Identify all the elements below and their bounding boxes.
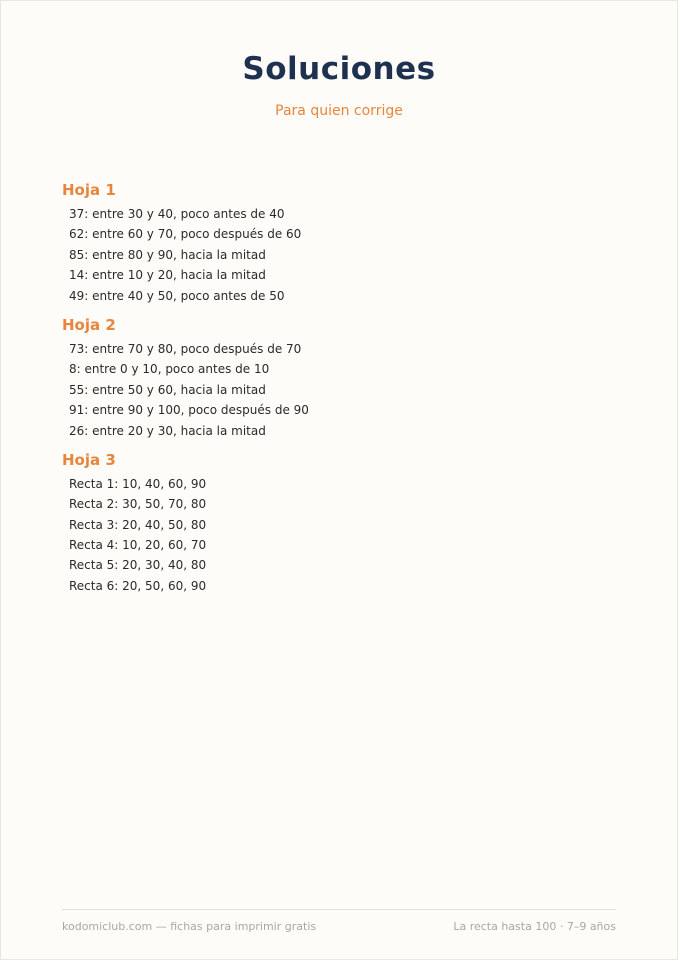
answer-item: 37: entre 30 y 40, poco antes de 40: [69, 207, 285, 221]
answer-item: Recta 5: 20, 30, 40, 80: [69, 558, 207, 573]
footer-site-text: kodomiclub.com — fichas para imprimir gratis: [62, 920, 317, 933]
section-hoja-1: [62, 179, 622, 306]
answer-list: [62, 339, 622, 441]
answer-item: 55: entre 50 y 60, hacia la mitad: [69, 382, 266, 397]
page-title: Soluciones: [242, 51, 436, 87]
section-title: Hoja 3: [62, 450, 116, 469]
section-title: Hoja 1: [62, 181, 116, 199]
answer-item: Recta 2: 30, 50, 70, 80: [69, 497, 207, 512]
answer-item: Recta 1: 10, 40, 60, 90: [69, 476, 207, 491]
answer-item: Recta 4: 10, 20, 60, 70: [69, 538, 207, 553]
answer-list: [62, 204, 622, 306]
answer-item: 85: entre 80 y 90, hacia la mitad: [69, 247, 266, 262]
section-hoja-2: [62, 314, 622, 441]
footer-divider: [62, 909, 616, 910]
answer-item: 91: entre 90 y 100, poco después de 90: [69, 403, 309, 418]
answer-item: 73: entre 70 y 80, poco después de 70: [69, 341, 302, 356]
answer-list: [62, 474, 622, 596]
section-hoja-3: [62, 449, 622, 596]
answer-item: Recta 6: 20, 50, 60, 90: [69, 578, 207, 593]
answer-item: 49: entre 40 y 50, poco antes de 50: [69, 288, 285, 303]
answer-item: Recta 3: 20, 40, 50, 80: [69, 517, 207, 532]
answer-item: 62: entre 60 y 70, poco después de 60: [69, 227, 302, 242]
page-subtitle: Para quien corrige: [275, 103, 403, 119]
answer-item: 14: entre 10 y 20, hacia la mitad: [69, 268, 266, 283]
solutions-list: [62, 179, 622, 604]
answer-item: 8: entre 0 y 10, poco antes de 10: [69, 362, 270, 377]
section-title: Hoja 2: [62, 315, 116, 334]
answer-item: 26: entre 20 y 30, hacia la mitad: [69, 423, 266, 438]
footer-worksheet-info: La recta hasta 100 · 7–9 años: [453, 920, 616, 933]
